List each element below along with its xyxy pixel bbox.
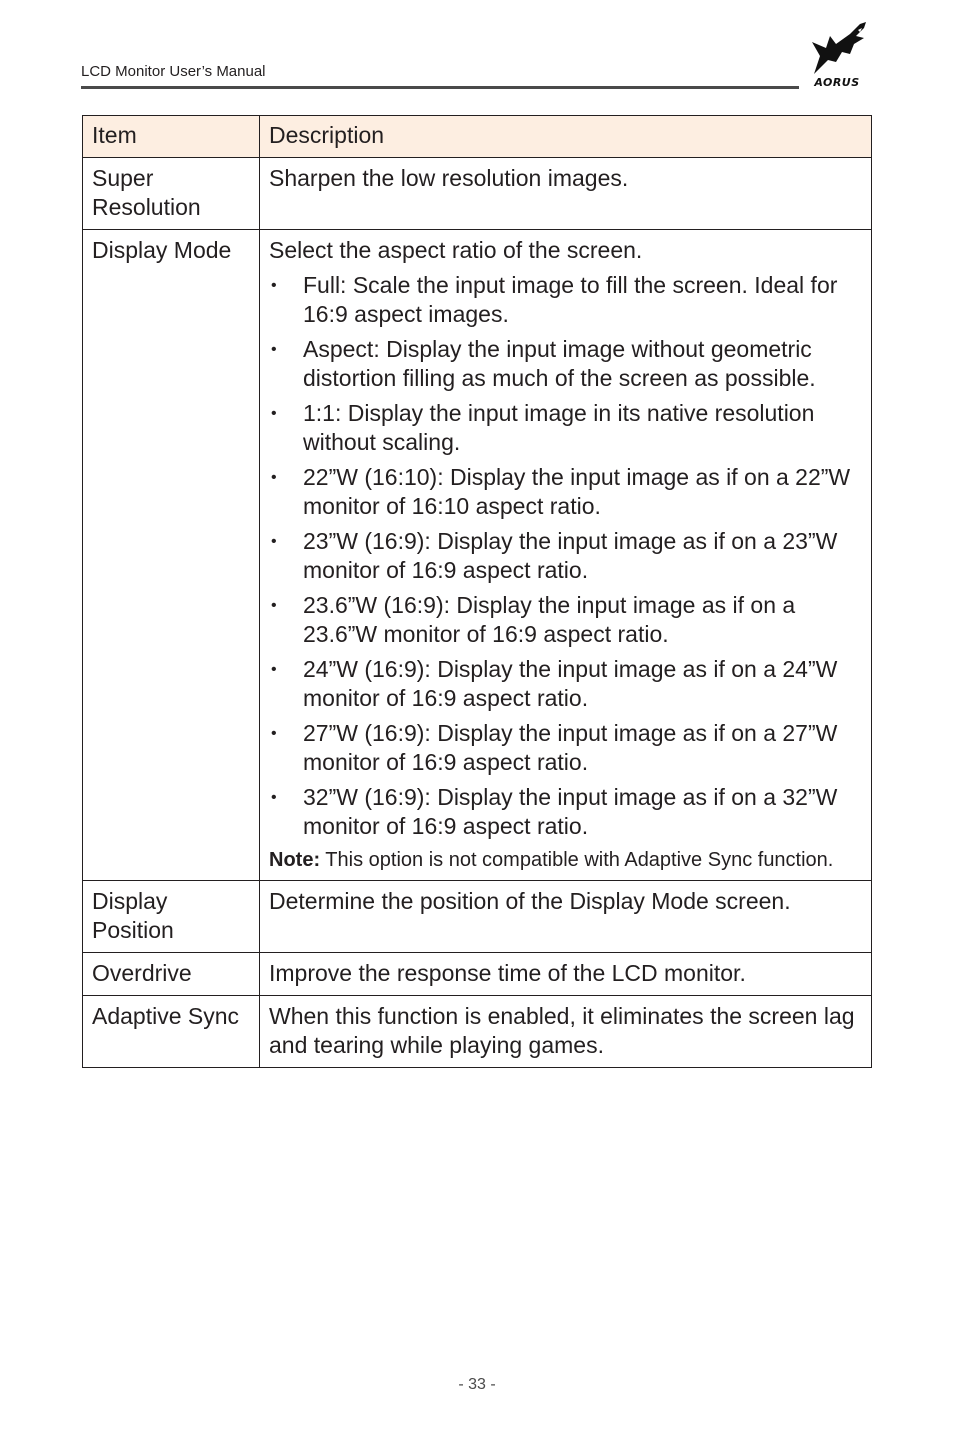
header-rule <box>81 86 799 89</box>
list-item: • Full: Scale the input image to fill the screen. Ideal for 16:9 aspect images. <box>271 272 838 327</box>
list-item: • 23”W (16:9): Display the input image as if on a 23”W monitor of 16:9 aspect ratio. <box>271 528 838 583</box>
row-desc-overdrive: Improve the response time of the LCD monitor. <box>260 953 872 996</box>
note-label: Note: <box>269 849 321 871</box>
bullet-icon: • <box>271 469 277 486</box>
bullet-icon: • <box>271 533 277 550</box>
bullet-icon: • <box>271 597 277 614</box>
row-desc-super-resolution: Sharpen the low resolution images. <box>260 158 872 230</box>
logo-wordmark: AORUS <box>814 76 860 89</box>
display-mode-options <box>269 271 863 841</box>
table-row <box>83 158 872 230</box>
list-item: • 24”W (16:9): Display the input image as if on a 24”W monitor of 16:9 aspect ratio. <box>271 656 838 711</box>
row-desc-adaptive-sync: When this function is enabled, it eliminates the screen lag and tearing while playing games. <box>260 996 872 1068</box>
column-header-item: Item <box>83 116 260 158</box>
list-item: • Aspect: Display the input image without geometric distortion filling as much of the screen as possible. <box>271 336 816 391</box>
list-item: • 1:1: Display the input image in its native resolution without scaling. <box>271 400 815 455</box>
list-item: • 27”W (16:9): Display the input image as if on a 27”W monitor of 16:9 aspect ratio. <box>271 720 838 775</box>
row-item-overdrive: Overdrive <box>83 953 260 996</box>
bullet-icon: • <box>271 725 277 742</box>
table-row <box>83 953 872 996</box>
row-item-display-mode: Display Mode <box>83 230 260 881</box>
row-desc-display-position: Determine the position of the Display Mode screen. <box>260 881 872 953</box>
table-row <box>83 996 872 1068</box>
header-title: LCD Monitor User’s Manual <box>81 63 266 80</box>
bullet-icon: • <box>271 661 277 678</box>
row-item-adaptive-sync: Adaptive Sync <box>83 996 260 1068</box>
settings-table <box>82 115 872 1068</box>
column-header-description: Description <box>260 116 872 158</box>
bullet-icon: • <box>271 789 277 806</box>
table-row <box>83 230 872 881</box>
list-item: • 22”W (16:10): Display the input image as if on a 22”W monitor of 16:10 aspect ratio. <box>271 464 851 519</box>
list-item: • 32”W (16:9): Display the input image as if on a 32”W monitor of 16:9 aspect ratio. <box>271 784 838 839</box>
bullet-icon: • <box>271 277 277 294</box>
table-header-row <box>83 116 872 158</box>
note-text: This option is not compatible with Adaptive Sync function. <box>320 849 834 871</box>
bullet-icon: • <box>271 341 277 358</box>
row-item-super-resolution: Super Resolution <box>83 158 260 230</box>
page-number: - 33 - <box>458 1376 496 1393</box>
eagle-icon <box>806 22 868 78</box>
display-mode-intro: Select the aspect ratio of the screen. <box>269 237 643 263</box>
aorus-logo <box>806 22 868 92</box>
display-mode-note <box>269 847 863 873</box>
row-desc-display-mode <box>260 230 872 881</box>
row-item-display-position: Display Position <box>83 881 260 953</box>
bullet-icon: • <box>271 405 277 422</box>
list-item: • 23.6”W (16:9): Display the input image as if on a 23.6”W monitor of 16:9 aspect ratio. <box>271 592 796 647</box>
table-row <box>83 881 872 953</box>
